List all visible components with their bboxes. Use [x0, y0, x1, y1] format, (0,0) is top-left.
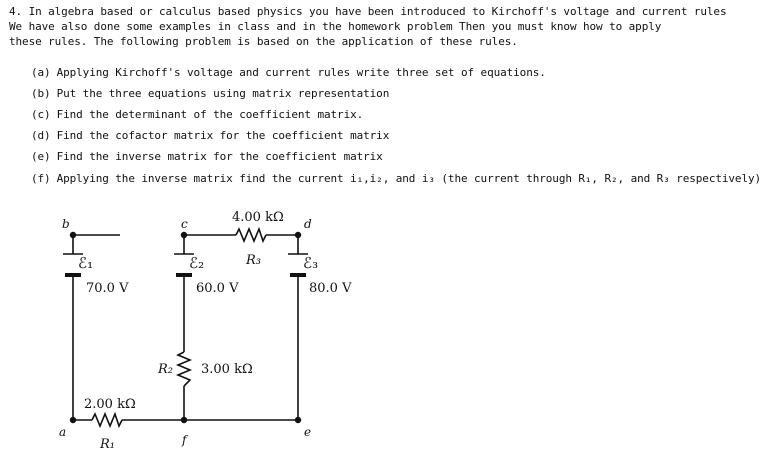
item-label: (e): [31, 150, 51, 163]
voltage-v2: 60.0 V: [196, 281, 239, 296]
node-b-dot: [70, 232, 76, 238]
node-f-dot: [181, 417, 187, 423]
r1-name: R₁: [100, 437, 115, 452]
circuit-wires: [73, 235, 298, 420]
intro-line-1: 4. In algebra based or calculus based physics you have been introduced to Kirchoff's voltage and current rules: [9, 5, 727, 18]
intro-line-3: these rules. The following problem is based on the application of these rules.: [9, 35, 518, 48]
r2-value: 3.00 kΩ: [201, 362, 253, 377]
node-label-c: c: [181, 217, 188, 231]
item-label: (c): [31, 108, 51, 121]
item-label: (f): [31, 172, 51, 185]
node-e-dot: [295, 417, 301, 423]
r1-value: 2.00 kΩ: [84, 397, 136, 412]
voltage-v1: 70.0 V: [86, 281, 129, 296]
node-label-e: e: [304, 425, 312, 439]
intro-line-2: We have also done some examples in class and in the homework problem Then you must know how to apply: [9, 20, 662, 33]
node-label-a: a: [59, 425, 67, 439]
item-text: Find the cofactor matrix for the coefficient matrix: [56, 129, 390, 142]
emf-label-e2: ℰ₂: [189, 254, 205, 272]
item-label: (d): [31, 129, 51, 142]
item-text: Find the determinant of the coefficient matrix.: [56, 108, 364, 121]
node-a-dot: [70, 417, 76, 423]
resistor-r1-zigzag: [92, 414, 122, 426]
item-text: Applying the inverse matrix find the current i₁,i₂, and i₃ (the current through R₁, R₂, and R₃ respectively): [56, 172, 761, 185]
r2-name: R₂: [158, 362, 173, 377]
node-label-f: f: [182, 433, 187, 447]
item-text: Put the three equations using matrix representation: [56, 87, 390, 100]
junction-dots: [70, 232, 301, 423]
node-c-dot: [181, 232, 187, 238]
node-d-dot: [295, 232, 301, 238]
item-label: (a): [31, 66, 51, 79]
item-text: Applying Kirchoff's voltage and current rules write three set of equations.: [56, 66, 546, 79]
r3-value: 4.00 kΩ: [232, 210, 284, 225]
item-label: (b): [31, 87, 51, 100]
node-label-d: d: [304, 217, 312, 231]
emf-label-e3: ℰ₃: [303, 254, 319, 272]
resistor-r3-zigzag: [236, 229, 266, 241]
node-label-b: b: [62, 217, 70, 231]
r3-name: R₃: [246, 253, 261, 268]
voltage-v3: 80.0 V: [309, 281, 352, 296]
item-text: Find the inverse matrix for the coefficient matrix: [56, 150, 383, 163]
emf-label-e1: ℰ₁: [78, 254, 94, 272]
resistor-r2-zigzag: [178, 352, 190, 386]
